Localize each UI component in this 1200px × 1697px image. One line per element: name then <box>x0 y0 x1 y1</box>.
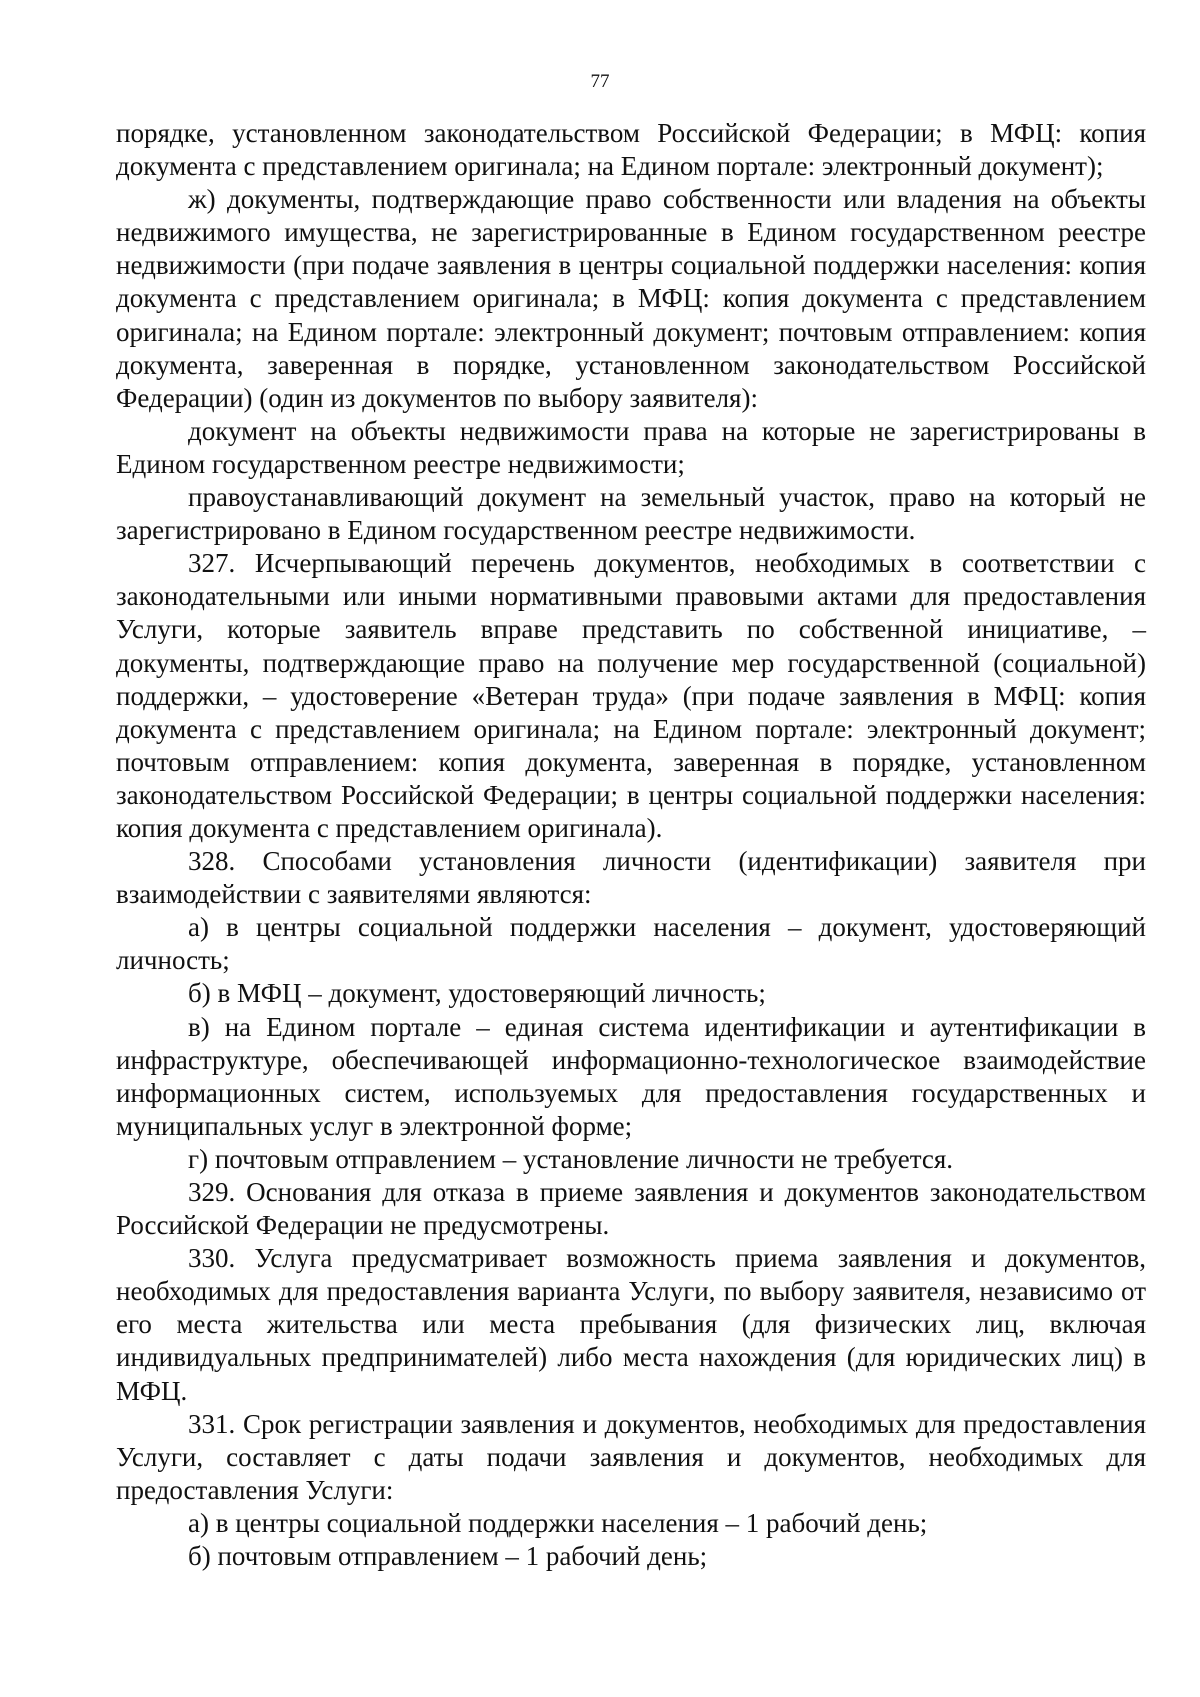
document-body <box>116 117 1146 1573</box>
paragraph-328-item-v: в) на Едином портале – единая система идентификации и аутентификации в инфраструктуре, обеспечивающей информационно-технологическое взаимодействие информационных систем, используемых для предоставления государственных и муниципальных услуг в электронной форме; <box>116 1011 1146 1141</box>
paragraph-327: 327. Исчерпывающий перечень документов, необходимых в соответствии с законодательными или иными нормативными правовыми актами для предоставления Услуги, которые заявитель вправе представить по собственной инициативе, – документы, подтверждающие право на получение мер государственной (социальной) поддержки, – удостоверение «Ветеран труда» (при подаче заявления в МФЦ: копия документа с представлением оригинала; на Едином портале: электронный документ; почтовым отправлением: копия документа, заверенная в порядке, установленном законодательством Российской Федерации; в центры социальной поддержки населения: копия документа с представлением оригинала). <box>116 548 1146 843</box>
paragraph-328-item-a: а) в центры социальной поддержки населения – документ, удостоверяющий личность; <box>116 912 1146 976</box>
page-number: 77 <box>590 71 610 92</box>
paragraph-331-item-b: б) почтовым отправлением – 1 рабочий день; <box>188 1541 708 1572</box>
paragraph-item-zh: ж) документы, подтверждающие право собственности или владения на объекты недвижимого имущества, не зарегистрированные в Едином государственном реестре недвижимости (при подаче заявления в центры социальной поддержки населения: копия документа с представлением оригинала; в МФЦ: копия документа с представлением оригинала; на Едином портале: электронный документ; почтовым отправлением: копия документа, заверенная в порядке, установленном законодательством Российской Федерации) (один из документов по выбору заявителя): <box>116 184 1146 413</box>
paragraph-329: 329. Основания для отказа в приеме заявления и документов законодательством Российской Федерации не предусмотрены. <box>116 1177 1146 1241</box>
paragraph-328: 328. Способами установления личности (идентификации) заявителя при взаимодействии с заявителями являются: <box>116 846 1146 910</box>
paragraph-330: 330. Услуга предусматривает возможность приема заявления и документов, необходимых для предоставления варианта Услуги, по выбору заявителя, независимо от его места жительства или места пребывания (для физических лиц, включая индивидуальных предпринимателей) либо места нахождения (для юридических лиц) в МФЦ. <box>116 1243 1146 1406</box>
paragraph-331: 331. Срок регистрации заявления и документов, необходимых для предоставления Услуги, составляет с даты подачи заявления и документов, необходимых для предоставления Услуги: <box>116 1408 1146 1505</box>
paragraph-328-item-g: г) почтовым отправлением – установление личности не требуется. <box>188 1143 954 1174</box>
paragraph-continuation: порядке, установленном законодательством Российской Федерации; в МФЦ: копия документа с представлением оригинала; на Едином портале: электронный документ); <box>116 118 1146 182</box>
paragraph-331-item-a: а) в центры социальной поддержки населения – 1 рабочий день; <box>188 1507 928 1538</box>
paragraph-328-item-b: б) в МФЦ – документ, удостоверяющий личность; <box>188 978 766 1009</box>
paragraph-subitem-land-title-document: правоустанавливающий документ на земельный участок, право на который не зарегистрировано в Едином государственном реестре недвижимости. <box>116 482 1146 546</box>
paragraph-subitem-real-estate-document: документ на объекты недвижимости права на которые не зарегистрированы в Едином государственном реестре недвижимости; <box>116 415 1146 479</box>
